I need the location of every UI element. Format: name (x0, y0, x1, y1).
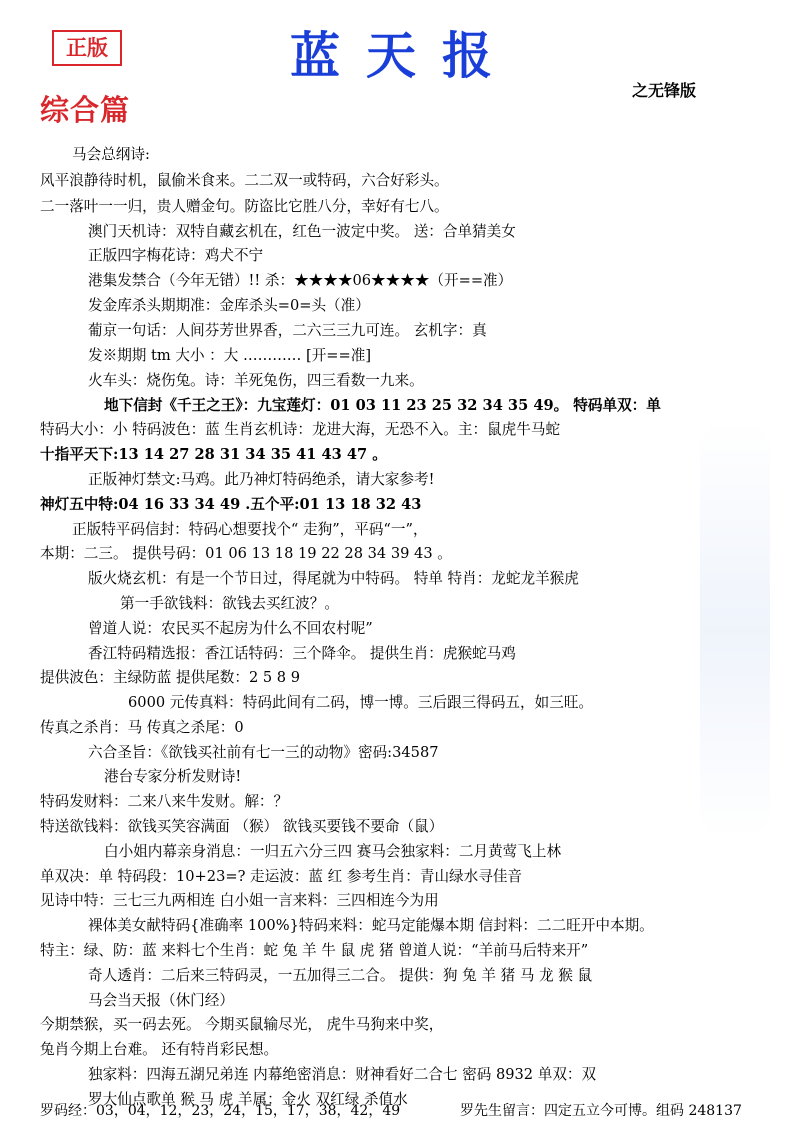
masthead-title: 蓝天报 (290, 26, 518, 85)
text-line: 马会当天报（休门经） (88, 992, 234, 1009)
text-line: 十指平天下:13 14 27 28 31 34 35 41 43 47 。 (40, 446, 387, 463)
text-line: 风平浪静待时机，鼠偷米食来。二二双一或特码，六合好彩头。 (40, 172, 449, 189)
text-line: 马会总纲诗: (72, 146, 150, 163)
text-line: 本期：二三。 提供号码：01 06 13 18 19 22 28 34 39 43 。 (40, 545, 452, 562)
text-line: 特码发财料：二来八来牛发财。解：？ (40, 793, 289, 810)
text-line: 葡京一句话：人间芬芳世界香，二六三三九可连。 玄机字：真 (88, 322, 487, 339)
text-line: 独家料：四海五湖兄弟连 内幕绝密消息：财神看好二合七 密码 8932 单双：双 (88, 1066, 597, 1083)
text-line: 特送欲钱料：欲钱买笑容满面 （猴） 欲钱买要钱不要命（鼠） (40, 818, 444, 835)
text-line: 单双决：单 特码段：10+23=? 走运波：蓝 红 参考生肖：青山绿水寻佳音 (40, 868, 523, 885)
genuine-stamp: 正版 (52, 30, 122, 66)
text-line: 罗大仙点歌单 猴 马 虎 羊属：金火 双红绿 杀值水 (88, 1091, 408, 1108)
text-line: 澳门天机诗：双特自藏玄机在，红色一波定中奖。 送：合单猜美女 (88, 223, 516, 240)
text-line: 正版神灯禁文:马鸡。此乃神灯特码绝杀，请大家参考! (88, 471, 435, 488)
text-line: 罗码经：03，04，12，23，24，15，17，38，42，49 (40, 1103, 401, 1119)
text-line: 第一手欲钱料：欲钱去买红波？。 (120, 595, 339, 612)
text-line: 见诗中特：三七三九两相连 白小姐一言来料：三四相连今为用 (40, 892, 439, 909)
text-line: 正版特平码信封：特码心想要找个“ 走狗”，平码“一”， (72, 521, 428, 538)
text-line: 6000 元传真料：特码此间有二码，博一博。三后跟三得码五，如三旺。 (128, 694, 594, 711)
text-line: 白小姐内幕亲身消息：一归五六分三四 赛马会独家料：二月黄莺飞上林 (104, 843, 562, 860)
text-line: 港台专家分析发财诗! (104, 768, 242, 785)
text-line: 香江特码精选报：香江话特码：三个降伞。 提供生肖：虎猴蛇马鸡 (88, 645, 516, 662)
text-line: 版火烧玄机：有是一个节日过，得尾就为中特码。 特单 特肖：龙蛇龙羊猴虎 (88, 570, 579, 587)
text-line: 二一落叶一一归，贵人赠金句。防盗比它胜八分，幸好有七八。 (40, 198, 449, 215)
text-line: 特码大小：小 特码波色：蓝 生肖玄机诗：龙进大海，无恐不入。主：鼠虎牛马蛇 (40, 421, 561, 438)
text-line: 今期禁猴，买一码去死。 今期买鼠输尽光， 虎牛马狗来中奖， (40, 1016, 444, 1033)
text-line: 奇人透肖：二后来三特码灵，一五加得三二合。 提供：狗 兔 羊 猪 马 龙 猴 鼠 (88, 967, 593, 984)
text-line: 提供波色：主绿防蓝 提供尾数：2 5 8 9 (40, 669, 301, 686)
text-line: 特主：绿、防：蓝 来料七个生肖：蛇 兔 羊 牛 鼠 虎 猪 曾道人说：“羊前马后特来开” (40, 942, 589, 959)
text-line: 火车头：烧伤兔。诗：羊死兔伤，四三看数一九来。 (88, 372, 424, 389)
text-line: 兔肖今期上台难。 还有特肖彩民想。 (40, 1041, 279, 1058)
text-line: 正版四字梅花诗：鸡犬不宁 (88, 247, 264, 264)
section-title: 综合篇 (40, 93, 131, 127)
text-line: 六合圣旨：《欲钱买社前有七一三的动物》密码:34587 (88, 744, 439, 761)
text-line: 传真之杀肖：马 传真之杀尾：0 (40, 719, 244, 736)
text-line: 曾道人说：农民买不起房为什么不回农村呢” (88, 620, 373, 637)
text-line: 地下信封《千王之王》：九宝莲灯：01 03 11 23 25 32 34 35 49。 特码单双：单 (104, 397, 661, 414)
text-line: 神灯五中特:04 16 33 34 49 .五个平:01 13 18 32 43 (40, 496, 422, 513)
text-line: 裸体美女献特码{准确率 100%}特码来料：蛇马定能爆本期 信封料：二二旺开中本期。 (88, 917, 654, 934)
edition-label: 之无锋版 (632, 81, 697, 100)
text-line: 罗先生留言：四定五立今可博。组码 248137 (460, 1103, 742, 1119)
text-line: 港集发禁合（今年无错）!! 杀：★★★★06★★★★（开==准） (88, 272, 513, 289)
text-line: 发金库杀头期期准：金库杀头=0=头（准） (88, 297, 370, 314)
text-line: 发※期期 tm 大小 ：大 ………… [开==准] (88, 347, 372, 364)
